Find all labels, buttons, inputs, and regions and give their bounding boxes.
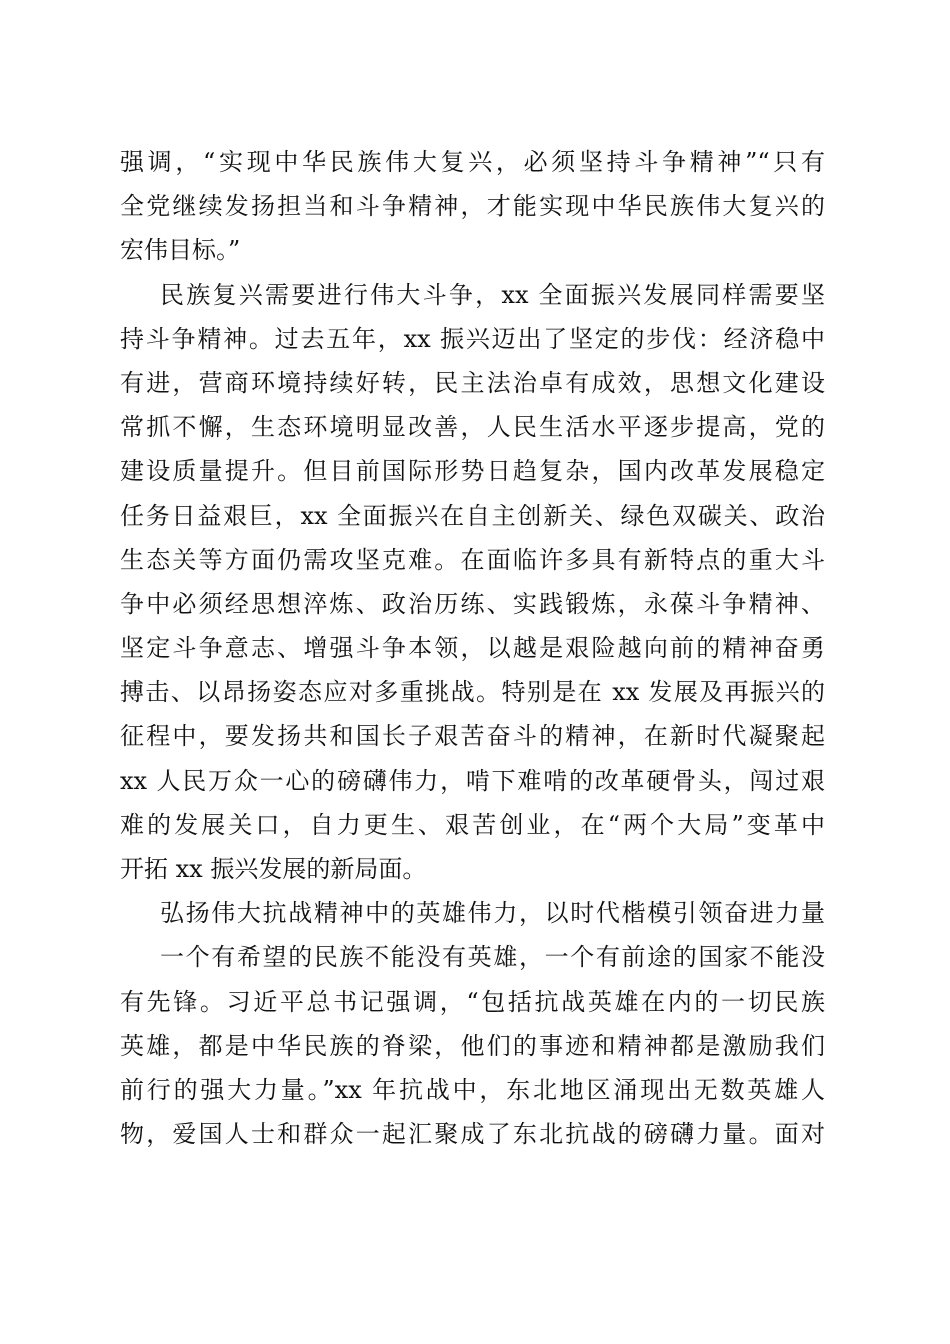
text-line-20: 有先锋。习近平总书记强调，“包括抗战英雄在内的一切民族 <box>120 987 825 1016</box>
text-line-6: 有进，营商环境持续好转，民主法治卓有成效，思想文化建设 <box>120 368 825 397</box>
text-line-13: 搏击、以昂扬姿态应对多重挑战。特别是在 xx 发展及再振兴的 <box>120 678 825 707</box>
text-line-3: 宏伟目标。” <box>120 236 241 265</box>
text-line-11: 争中必须经思想淬炼、政治历练、实践锻炼，永葆斗争精神、 <box>120 589 825 618</box>
text-line-21: 英雄，都是中华民族的脊梁，他们的事迹和精神都是激励我们 <box>120 1031 825 1060</box>
text-line-17: 开拓 xx 振兴发展的新局面。 <box>120 855 427 883</box>
text-line-7: 常抓不懈，生态环境明显改善，人民生活水平逐步提高，党的 <box>120 413 825 442</box>
text-line-19: 一个有希望的民族不能没有英雄，一个有前途的国家不能没 <box>160 943 825 972</box>
text-line-12: 坚定斗争意志、增强斗争本领，以越是艰险越向前的精神奋勇 <box>120 634 825 663</box>
text-line-8: 建设质量提升。但目前国际形势日趋复杂，国内改革发展稳定 <box>120 457 825 486</box>
document-body <box>120 140 825 1156</box>
text-line-2: 全党继续发扬担当和斗争精神，才能实现中华民族伟大复兴的 <box>120 192 825 221</box>
section-heading: 弘扬伟大抗战精神中的英雄伟力，以时代楷模引领奋进力量 <box>160 899 825 928</box>
text-line-14: 征程中，要发扬共和国长子艰苦奋斗的精神，在新时代凝聚起 <box>120 722 825 751</box>
text-line-16: 难的发展关口，自力更生、艰苦创业，在“两个大局”变革中 <box>120 810 825 839</box>
text-line-5: 持斗争精神。过去五年，xx 振兴迈出了坚定的步伐：经济稳中 <box>120 324 825 353</box>
text-line-1: 强调，“实现中华民族伟大复兴，必须坚持斗争精神”“只有 <box>120 148 825 176</box>
text-line-15: xx 人民万众一心的磅礴伟力，啃下难啃的改革硬骨头，闯过艰 <box>120 766 825 795</box>
text-line-10: 生态关等方面仍需攻坚克难。在面临许多具有新特点的重大斗 <box>120 545 825 574</box>
text-line-22: 前行的强大力量。”xx 年抗战中，东北地区涌现出无数英雄人 <box>120 1075 825 1104</box>
text-line-4: 民族复兴需要进行伟大斗争，xx 全面振兴发展同样需要坚 <box>160 280 825 309</box>
text-line-23: 物，爱国人士和群众一起汇聚成了东北抗战的磅礴力量。面对 <box>120 1120 825 1149</box>
text-line-9: 任务日益艰巨，xx 全面振兴在自主创新关、绿色双碳关、政治 <box>120 501 825 530</box>
